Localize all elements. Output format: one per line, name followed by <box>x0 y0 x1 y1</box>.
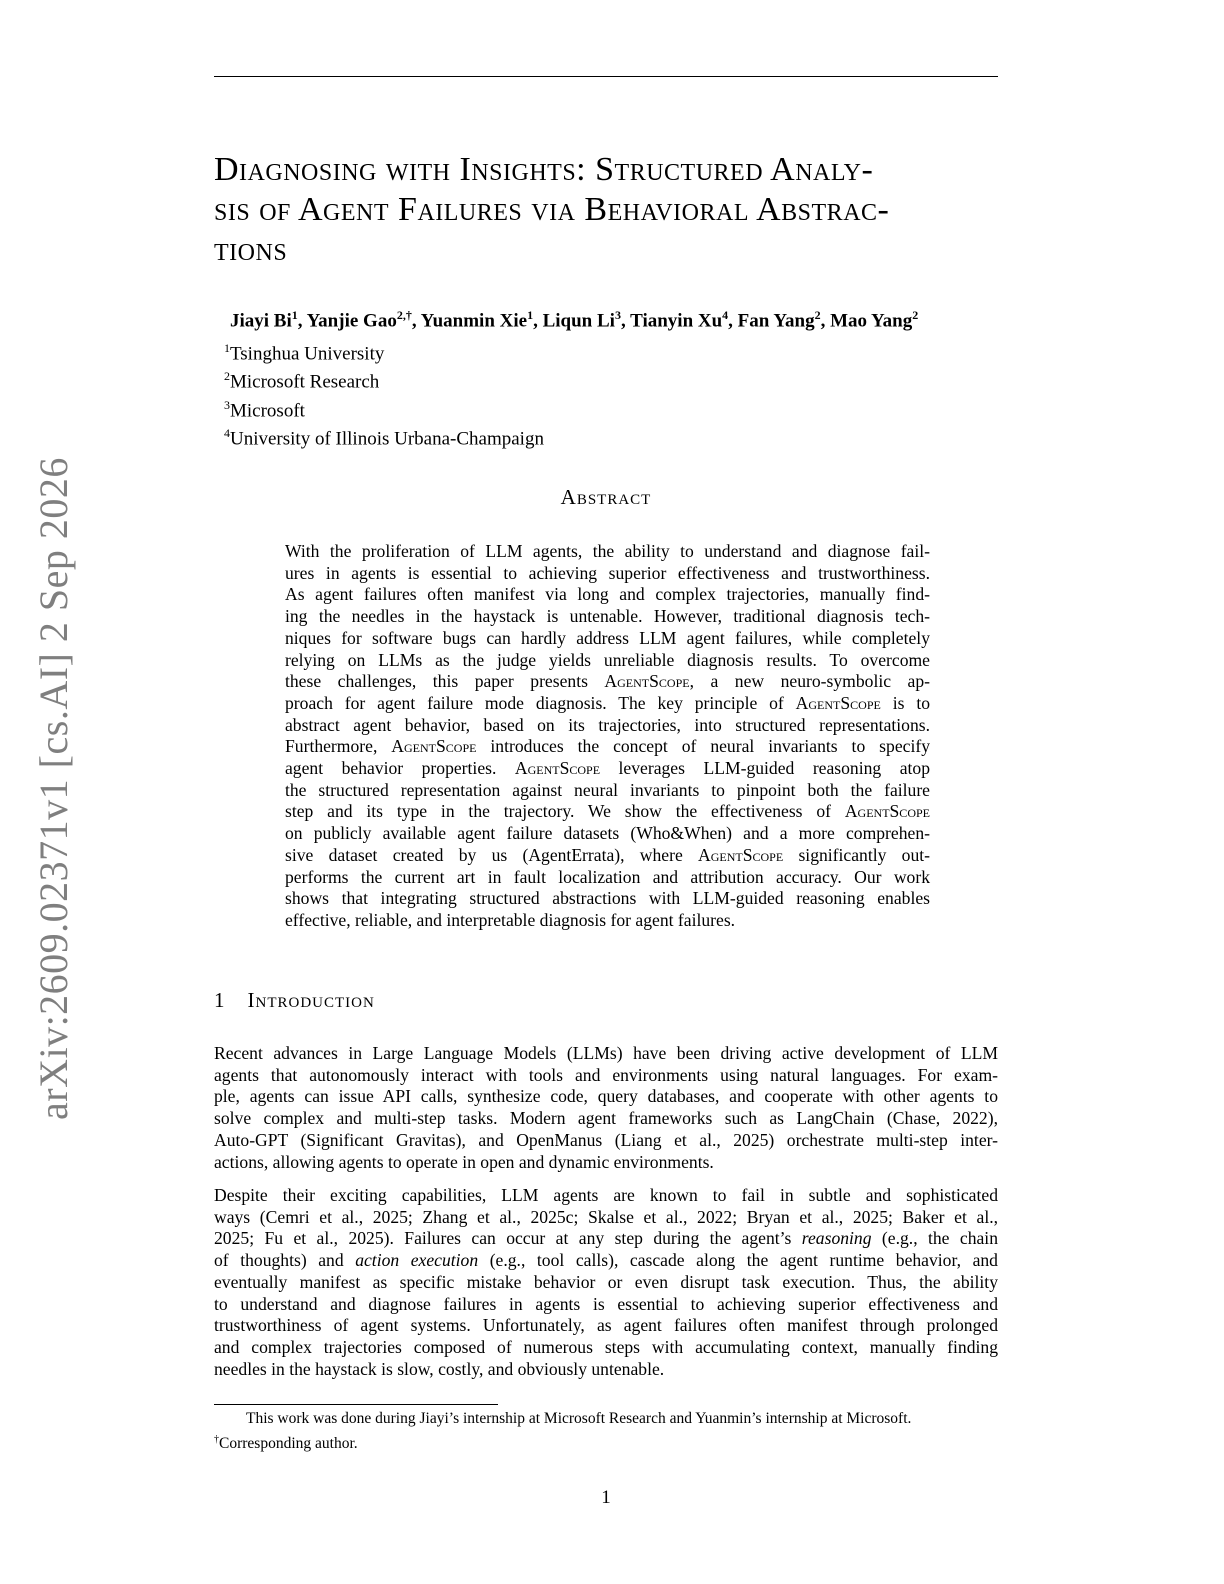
paragraph-line: Auto-GPT (Significant Gravitas), and OpenManus (Liang et al., 2025) orchestrate multi-step inter- <box>214 1129 998 1150</box>
author-affiliation-mark: 1 <box>527 308 534 322</box>
abstract-line: ing the needles in the haystack is untenable. However, traditional diagnosis tech- <box>285 606 930 627</box>
paragraph-line: needles in the haystack is slow, costly, and obviously untenable. <box>214 1358 665 1379</box>
author-affiliation-mark: 3 <box>614 308 621 322</box>
paper-title <box>214 150 1014 270</box>
author-affiliation-mark: 4 <box>722 308 729 322</box>
affiliation: $^1$Tsinghua University <box>224 341 385 365</box>
intro-paragraph <box>214 1185 998 1380</box>
footnote-rule <box>214 1404 498 1405</box>
footnotes <box>214 1408 1014 1454</box>
author-name: Jiayi Bi <box>230 310 292 332</box>
paragraph-line: eventually manifest as specific mistake behavior or even disrupt task execution. Thus, the ability <box>214 1271 998 1292</box>
footnote: This work was done during Jiayi’s internship at Microsoft Research and Yuanmin’s internship at Microsoft. <box>246 1410 912 1427</box>
author-affiliation-mark: 1 <box>291 308 298 322</box>
section-number: 1 <box>214 988 226 1012</box>
abstract-line: As agent failures often manifest via long and complex trajectories, manually find- <box>285 584 930 605</box>
author-affiliation-mark: 2 <box>912 308 919 322</box>
affiliation: $^4$University of Illinois Urbana-Champaign <box>224 425 544 450</box>
paragraph-line: 2025; Fu et al., 2025). Failures can occur at any step during the agent’s reasoning (e.g., the chain <box>214 1228 998 1249</box>
paragraph-line: and complex trajectories composed of numerous steps with accumulating context, manually finding <box>214 1336 998 1357</box>
abstract-line: effective, reliable, and interpretable diagnosis for agent failures. <box>285 909 736 930</box>
footnote: †Corresponding author. <box>214 1434 358 1453</box>
abstract-line: ures in agents is essential to achieving superior effectiveness and trustworthiness. <box>285 562 930 583</box>
author-name: Yanjie Gao <box>306 310 397 332</box>
author-list: Jiayi Bi$^1$, Yanjie Gao$^{2,\dagger}$, Yuanmin Xie$^1$, Liqun Li$^3$, Tianyin Xu$^4$, Fan Yang$^2$, Mao Yang$^2$ <box>230 308 919 332</box>
abstract-heading: Abstract <box>560 485 652 509</box>
abstract-line: sive dataset created by us (AgentErrata), where AgentScope significantly out- <box>285 844 930 865</box>
paragraph-line: of thoughts) and action execution (e.g., tool calls), cascade along the agent runtime behavior, and <box>214 1250 998 1271</box>
title-line: Diagnosing with Insights: Structured Analy- <box>214 151 874 188</box>
section-title: Introduction <box>247 988 375 1012</box>
paragraph-line: solve complex and multi-step tasks. Modern agent frameworks such as LangChain (Chase, 2022), <box>214 1108 998 1129</box>
section-heading-introduction <box>214 988 375 1013</box>
abstract-line: Furthermore, AgentScope introduces the concept of neural invariants to specify <box>285 736 930 757</box>
paragraph-line: Recent advances in Large Language Models (LLMs) have been driving active development of LLM <box>214 1043 998 1063</box>
abstract-line: proach for agent failure mode diagnosis. The key principle of AgentScope is to <box>285 692 931 713</box>
intro-paragraph <box>214 1043 998 1173</box>
title-line: sis of Agent Failures via Behavioral Abstrac- <box>214 191 890 228</box>
affiliation: $^2$Microsoft Research <box>224 369 380 393</box>
author-name: Mao Yang <box>830 310 913 332</box>
author-name: Fan Yang <box>737 310 815 332</box>
abstract-line: shows that integrating structured abstractions with LLM-guided reasoning enables <box>285 888 930 909</box>
author-name: Yuanmin Xie <box>420 310 528 332</box>
paragraph-line: trustworthiness of agent systems. Unfortunately, as agent failures often manifest through prolonged <box>214 1315 998 1336</box>
top-rule <box>214 76 998 77</box>
abstract-line: these challenges, this paper presents AgentScope, a new neuro-symbolic ap- <box>285 671 930 692</box>
abstract-line: abstract agent behavior, based on its trajectories, into structured representations. <box>285 714 930 735</box>
author-name: Tianyin Xu <box>630 310 723 332</box>
title-line: tions <box>214 231 288 268</box>
abstract-line: With the proliferation of LLM agents, the ability to understand and diagnose fail- <box>285 541 930 561</box>
page-number: 1 <box>601 1487 611 1508</box>
abstract-line: performs the current art in fault localization and attribution accuracy. Our work <box>285 866 930 887</box>
affiliation-list <box>224 337 544 450</box>
abstract-body <box>285 541 930 932</box>
abstract-line: on publicly available agent failure datasets (Who&When) and a more comprehen- <box>285 823 930 844</box>
paragraph-line: agents that autonomously interact with tools and environments using natural languages. For exam- <box>214 1064 998 1085</box>
abstract-line: step and its type in the trajectory. We show the effectiveness of AgentScope <box>285 801 930 822</box>
author-affiliation-mark: 2 <box>814 308 821 322</box>
paragraph-line: Despite their exciting capabilities, LLM agents are known to fail in subtle and sophisticated <box>214 1185 998 1205</box>
abstract-line: relying on LLMs as the judge yields unreliable diagnosis results. To overcome <box>285 649 930 670</box>
arxiv-identifier: arXiv:2609.02371v1 [cs.AI] 2 Sep 2026 <box>31 457 76 1120</box>
author-name: Liqun Li <box>542 310 615 332</box>
author-affiliation-mark: 2,† <box>396 308 412 322</box>
paragraph-line: ways (Cemri et al., 2025; Zhang et al., 2025c; Skalse et al., 2022; Bryan et al., 2025; Baker et al., <box>214 1206 998 1227</box>
abstract-line: niques for software bugs can hardly address LLM agent failures, while completely <box>285 627 930 648</box>
paragraph-line: to understand and diagnose failures in agents is essential to achieving superior effectiveness and <box>214 1293 998 1314</box>
affiliation: $^3$Microsoft <box>224 397 305 421</box>
abstract-line: agent behavior properties. AgentScope leverages LLM-guided reasoning atop <box>285 758 930 779</box>
paragraph-line: ple, agents can issue API calls, synthesize code, query databases, and cooperate with other agents to <box>214 1086 998 1107</box>
abstract-line: the structured representation against neural invariants to pinpoint both the failure <box>285 779 930 800</box>
paragraph-line: actions, allowing agents to operate in open and dynamic environments. <box>214 1151 714 1172</box>
